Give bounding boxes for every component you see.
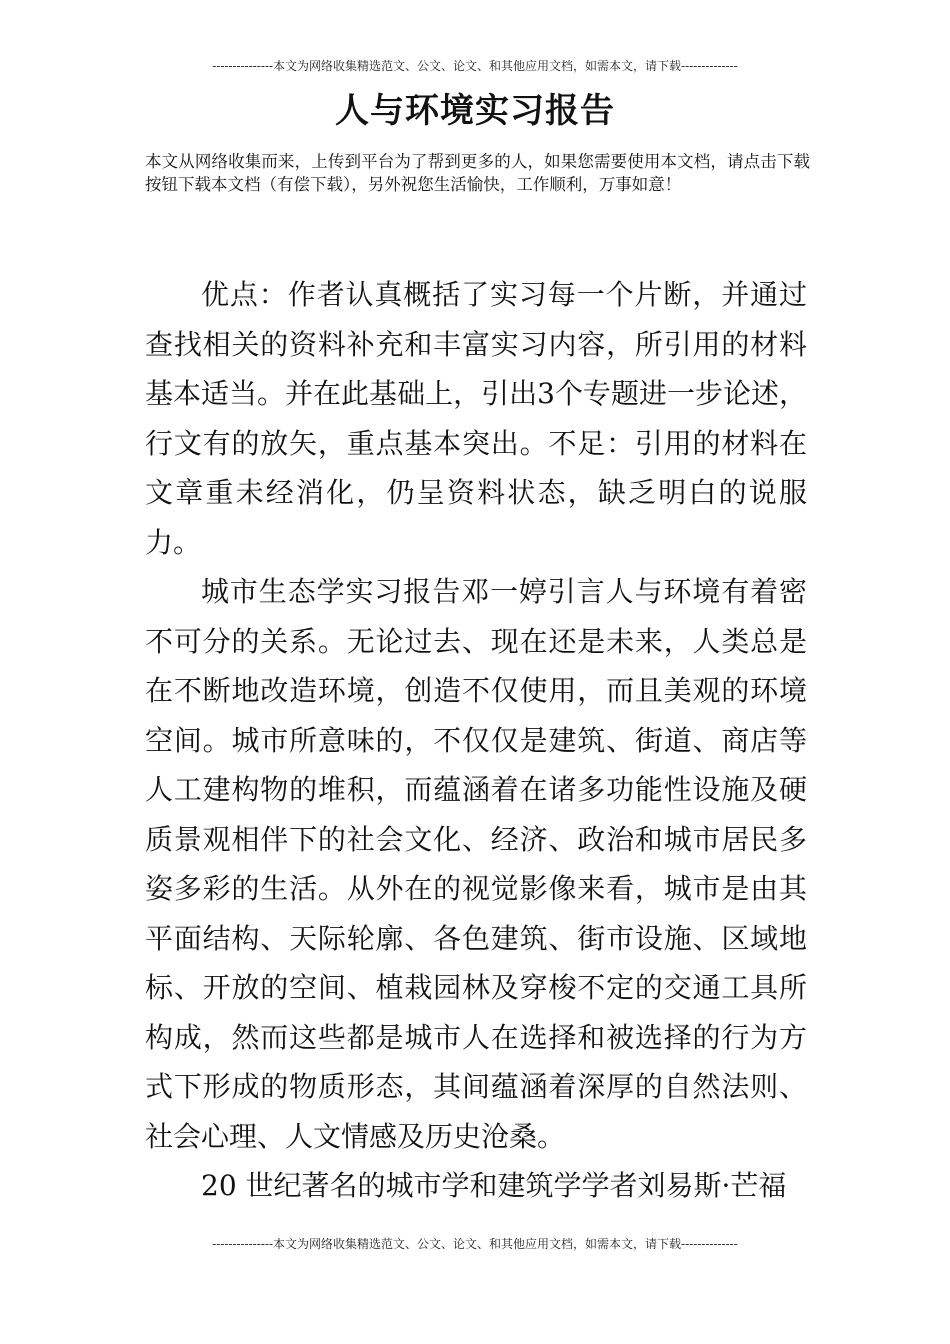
paragraph: 优点：作者认真概括了实习每一个片断，并通过查找相关的资料补充和丰富实习内容，所引用的材料基本适当。并在此基础上，引出3个专题进一步论述，行文有的放矢，重点基本突出。不足：引用的材料在文章重未经消化，仍呈资料状态，缺乏明白的说服力。 [145,278,807,559]
paragraph: 20 世纪著名的城市学和建筑学学者刘易斯·芒福 [201,1169,787,1202]
header-notice: ---------------本文为网络收集精选范文、公文、论文、和其他应用文档，如需本文，请下载-------------- [212,59,738,73]
document-title: 人与环境实习报告 [335,91,615,131]
document-body [145,270,807,1211]
paragraph: 城市生态学实习报告邓一婷引言人与环境有着密不可分的关系。无论过去、现在还是未来，人类总是在不断地改造环境，创造不仅使用，而且美观的环境空间。城市所意味的，不仅仅是建筑、街道、商店等人工建构物的堆积，而蕴涵着在诸多功能性设施及硬质景观相伴下的社会文化、经济、政治和城市居民多姿多彩的生活。从外在的视觉影像来看，城市是由其平面结构、天际轮廓、各色建筑、街市设施、区域地标、开放的空间、植栽园林及穿梭不定的交通工具所构成，然而这些都是城市人在选择和被选择的行为方式下形成的物质形态，其间蕴涵着深厚的自然法则、社会心理、人文情感及历史沧桑。 [145,575,807,1153]
footer-notice: ---------------本文为网络收集精选范文、公文、论文、和其他应用文档，如需本文，请下载-------------- [212,1237,738,1251]
intro-text: 本文从网络收集而来，上传到平台为了帮到更多的人，如果您需要使用本文档，请点击下载按钮下载本文档（有偿下载），另外祝您生活愉快，工作顺利，万事如意！ [145,152,810,194]
